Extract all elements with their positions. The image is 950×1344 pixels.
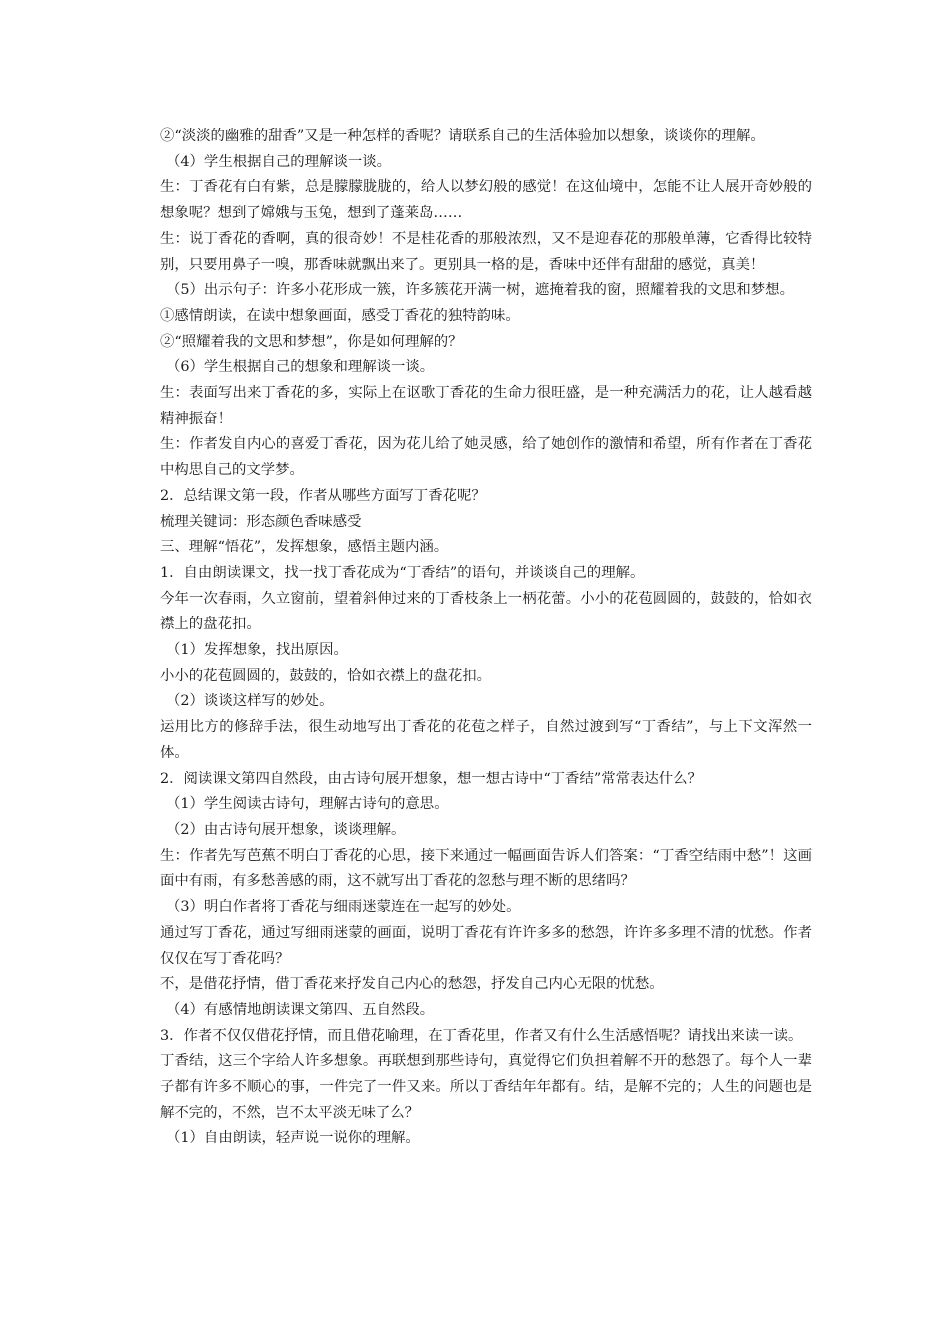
paragraph: 生：作者先写芭蕉不明白丁香花的心思，接下来通过一幅画面告诉人们答案：“丁香空结雨中愁”！这画面中有雨，有多愁善感的雨，这不就写出丁香花的忽愁与理不断的思绪吗？ (160, 847, 812, 890)
paragraph: 丁香结，这三个字给人许多想象。再联想到那些诗句，真觉得它们负担着解不开的愁怨了。每个人一辈子都有许多不顺心的事，一件完了一件又来。所以丁香结年年都有。结，是解不完的；人生的问题也是解不完的，不然，岂不太平淡无味了么？ (160, 1053, 812, 1121)
paragraph: （2）谈谈这样写的妙处。 (166, 693, 334, 710)
paragraph: （1）自由朗读，轻声说一说你的理解。 (166, 1130, 420, 1147)
paragraph: ①感情朗读，在读中想象画面，感受丁香花的独特韵味。 (160, 307, 520, 324)
paragraph: （1）发挥想象，找出原因。 (166, 642, 348, 659)
paragraph: 今年一次春雨，久立窗前，望着斜伸过来的丁香枝条上一柄花蕾。小小的花苞圆圆的，鼓鼓的，恰如衣襟上的盘花扣。 (160, 590, 812, 633)
paragraph: （6）学生根据自己的想象和理解谈一谈。 (166, 359, 435, 376)
paragraph: 运用比方的修辞手法，很生动地写出丁香花的花苞之样子，自然过渡到写“丁香结”，与上下文浑然一体。 (160, 719, 812, 761)
paragraph: 不，是借花抒情，借丁香花来抒发自己内心的愁怨，抒发自己内心无限的忧愁。 (160, 976, 664, 993)
paragraph: 生：丁香花有白有紫，总是朦朦胧胧的，给人以梦幻般的感觉！在这仙境中，怎能不让人展开奇妙般的想象呢？想到了嫦娥与玉兔，想到了蓬莱岛…… (160, 179, 812, 222)
paragraph: ②“照耀着我的文思和梦想”，你是如何理解的？ (160, 333, 463, 350)
paragraph: （4）学生根据自己的理解谈一谈。 (166, 153, 392, 170)
paragraph: （3）明白作者将丁香花与细雨迷蒙连在一起写的妙处。 (166, 899, 521, 916)
paragraph: （1）学生阅读古诗句，理解古诗句的意思。 (166, 796, 449, 813)
paragraph: （4）有感情地朗读课文第四、五自然段。 (166, 1001, 435, 1018)
paragraph: 生：说丁香花的香啊，真的很奇妙！不是桂花香的那般浓烈，又不是迎春花的那般单薄，它香得比较特别，只要用鼻子一嗅，那香味就飘出来了。更别具一格的是，香味中还伴有甜甜的感觉，真美！ (160, 230, 812, 273)
paragraph: 2．总结课文第一段，作者从哪些方面写丁香花呢？ (160, 487, 486, 504)
paragraph: 梳理关键词：形态颜色香味感受 (160, 513, 362, 530)
paragraph: 生：作者发自内心的喜爱丁香花，因为花儿给了她灵感，给了她创作的激情和希望，所有作者在丁香花中构思自己的文学梦。 (160, 436, 812, 479)
paragraph: 1．自由朗读课文，找一找丁香花成为“丁香结”的语句，并谈谈自己的理解。 (160, 564, 645, 581)
paragraph: 小小的花苞圆圆的，鼓鼓的，恰如衣襟上的盘花扣。 (160, 667, 491, 684)
document-body (146, 124, 812, 1152)
paragraph: （2）由古诗句展开想象，谈谈理解。 (166, 821, 406, 838)
paragraph: 通过写丁香花，通过写细雨迷蒙的画面，说明丁香花有许许多多的愁怨，许许多多理不清的忧愁。作者仅仅在写丁香花吗？ (160, 924, 812, 967)
paragraph: 生：表面写出来丁香花的多，实际上在讴歌丁香花的生命力很旺盛，是一种充满活力的花，让人越看越精神振奋！ (160, 385, 812, 427)
paragraph: 2．阅读课文第四自然段，由古诗句展开想象，想一想古诗中“丁香结”常常表达什么？ (160, 770, 702, 787)
paragraph: （5）出示句子：许多小花形成一簇，许多簇花开满一树，遮掩着我的窗，照耀着我的文思和梦想。 (166, 282, 794, 299)
paragraph: ②“淡淡的幽雅的甜香”又是一种怎样的香呢？请联系自己的生活体验加以想象，谈谈你的理解。 (160, 128, 765, 144)
paragraph: 三、理解“悟花”，发挥想象，感悟主题内涵。 (160, 539, 449, 556)
paragraph: 3．作者不仅仅借花抒情，而且借花喻理，在丁香花里，作者又有什么生活感悟呢？请找出来读一读。 (160, 1027, 803, 1044)
